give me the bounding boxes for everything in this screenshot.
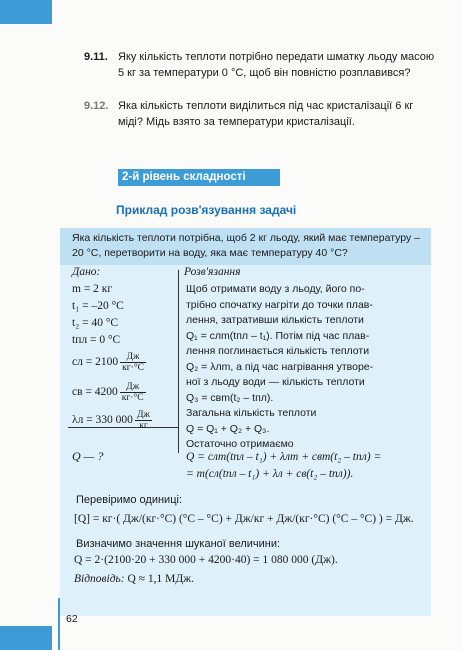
problem-text: Яка кількість теплоти виділиться під час кристалізації 6 кг міді? Мідь взято за температури кристалізації. bbox=[118, 100, 414, 128]
unit-fraction bbox=[120, 382, 146, 403]
solution-line: Загальна кількість теплоти bbox=[186, 407, 317, 419]
value-formula: Q = 2·(2100·20 + 330 000 + 4200·40) = 1 080 000 (Дж). bbox=[74, 554, 338, 566]
given-value: t₁ = –20 °С bbox=[72, 300, 124, 312]
unit-numerator: Дж bbox=[136, 410, 150, 420]
solution-line: Q₃ = cвm(t₂ – tпл). bbox=[186, 391, 274, 404]
given-item bbox=[72, 334, 120, 346]
given-label: Дано: bbox=[72, 266, 101, 278]
given-value: m = 2 кг bbox=[72, 283, 113, 295]
solution-line: Q₁ = cлm(tпл – t₁). Потім під час плав- bbox=[186, 329, 370, 342]
solution-line: Q = Q₁ + Q₂ + Q₃. bbox=[186, 422, 270, 435]
unit-numerator: Дж bbox=[120, 382, 146, 393]
problem-number: 9.11. bbox=[84, 51, 108, 63]
given-item bbox=[72, 283, 112, 295]
unit-fraction bbox=[135, 410, 152, 431]
solution-line: трібно спочатку нагріти до точки плав- bbox=[186, 298, 373, 311]
given-item bbox=[72, 352, 146, 373]
final-formula-line-2: = m(cл(tпл – t₁) + λл + cв(t₂ – tпл)). bbox=[186, 468, 354, 480]
solution-line: лення, затративши кількість теплоти bbox=[186, 314, 364, 326]
solution-line: Остаточно отримаємо bbox=[186, 438, 294, 450]
final-formula-line-1: Q = cлm(tпл – t₁) + λлm + cвm(t₂ – tпл) = bbox=[186, 451, 382, 463]
unit-numerator: Дж bbox=[120, 352, 146, 363]
example-title: Приклад розв'язування задачі bbox=[116, 203, 297, 217]
unknown-quantity: Q — ? bbox=[72, 449, 104, 463]
unit-denominator: кг·°С bbox=[121, 393, 144, 403]
difficulty-level-badge: 2-й рівень складності bbox=[118, 169, 280, 186]
given-item bbox=[72, 300, 124, 312]
solution-line: ної з льоду води — кількість теплоти bbox=[186, 376, 365, 388]
solution-line: Q₂ = λлm, а під час нагрівання утворе- bbox=[186, 360, 374, 373]
units-check-formula: [Q] = кг·( Дж/(кг·°С) (°С – °С) + Дж/кг + Дж/(кг·°С) (°С – °С) ) = Дж. bbox=[74, 513, 414, 525]
given-value: cв = 4200 bbox=[72, 386, 118, 399]
given-value: tпл = 0 °С bbox=[72, 334, 121, 346]
problem-9-11 bbox=[84, 50, 436, 81]
given-value: t₂ = 40 °С bbox=[72, 317, 119, 329]
example-question-text: Яка кількість теплоти потрібна, щоб 2 кг льоду, який має температуру –20 °С, перетворити на воду, яка має температуру 40 °С? bbox=[72, 232, 421, 259]
example-question bbox=[60, 228, 431, 265]
problem-9-12 bbox=[84, 99, 436, 130]
solution-text bbox=[186, 282, 424, 453]
solution-label: Розв'язання bbox=[184, 266, 241, 278]
solution-line: лення поглинається кількість теплоти bbox=[186, 345, 370, 357]
page-number: 62 bbox=[66, 613, 78, 625]
given-item bbox=[72, 317, 118, 329]
answer-label: Відповідь: bbox=[74, 573, 125, 585]
given-value: cл = 2100 bbox=[72, 356, 119, 369]
corner-tab-top bbox=[0, 0, 52, 24]
corner-tab-bottom bbox=[0, 626, 52, 650]
problem-text: Яку кількість теплоти потрібно передати шматку льоду масою 5 кг за температури 0 °С, щоб він повністю розплавився? bbox=[118, 51, 435, 79]
solution-line: Щоб отримати воду з льоду, його по- bbox=[186, 283, 365, 295]
given-value: λл = 330 000 bbox=[72, 414, 133, 427]
given-item bbox=[72, 382, 146, 403]
given-item bbox=[72, 410, 152, 431]
problem-number: 9.12. bbox=[84, 100, 109, 112]
unit-fraction bbox=[120, 352, 146, 373]
column-divider bbox=[178, 270, 179, 453]
unit-denominator: кг bbox=[139, 421, 148, 431]
unit-denominator: кг·°С bbox=[122, 363, 144, 373]
value-label: Визначимо значення шуканої величини: bbox=[76, 538, 281, 550]
answer-value: Q ≈ 1,1 МДж. bbox=[127, 573, 194, 585]
answer bbox=[74, 573, 194, 585]
units-check-label: Перевіримо одиниці: bbox=[76, 494, 183, 506]
